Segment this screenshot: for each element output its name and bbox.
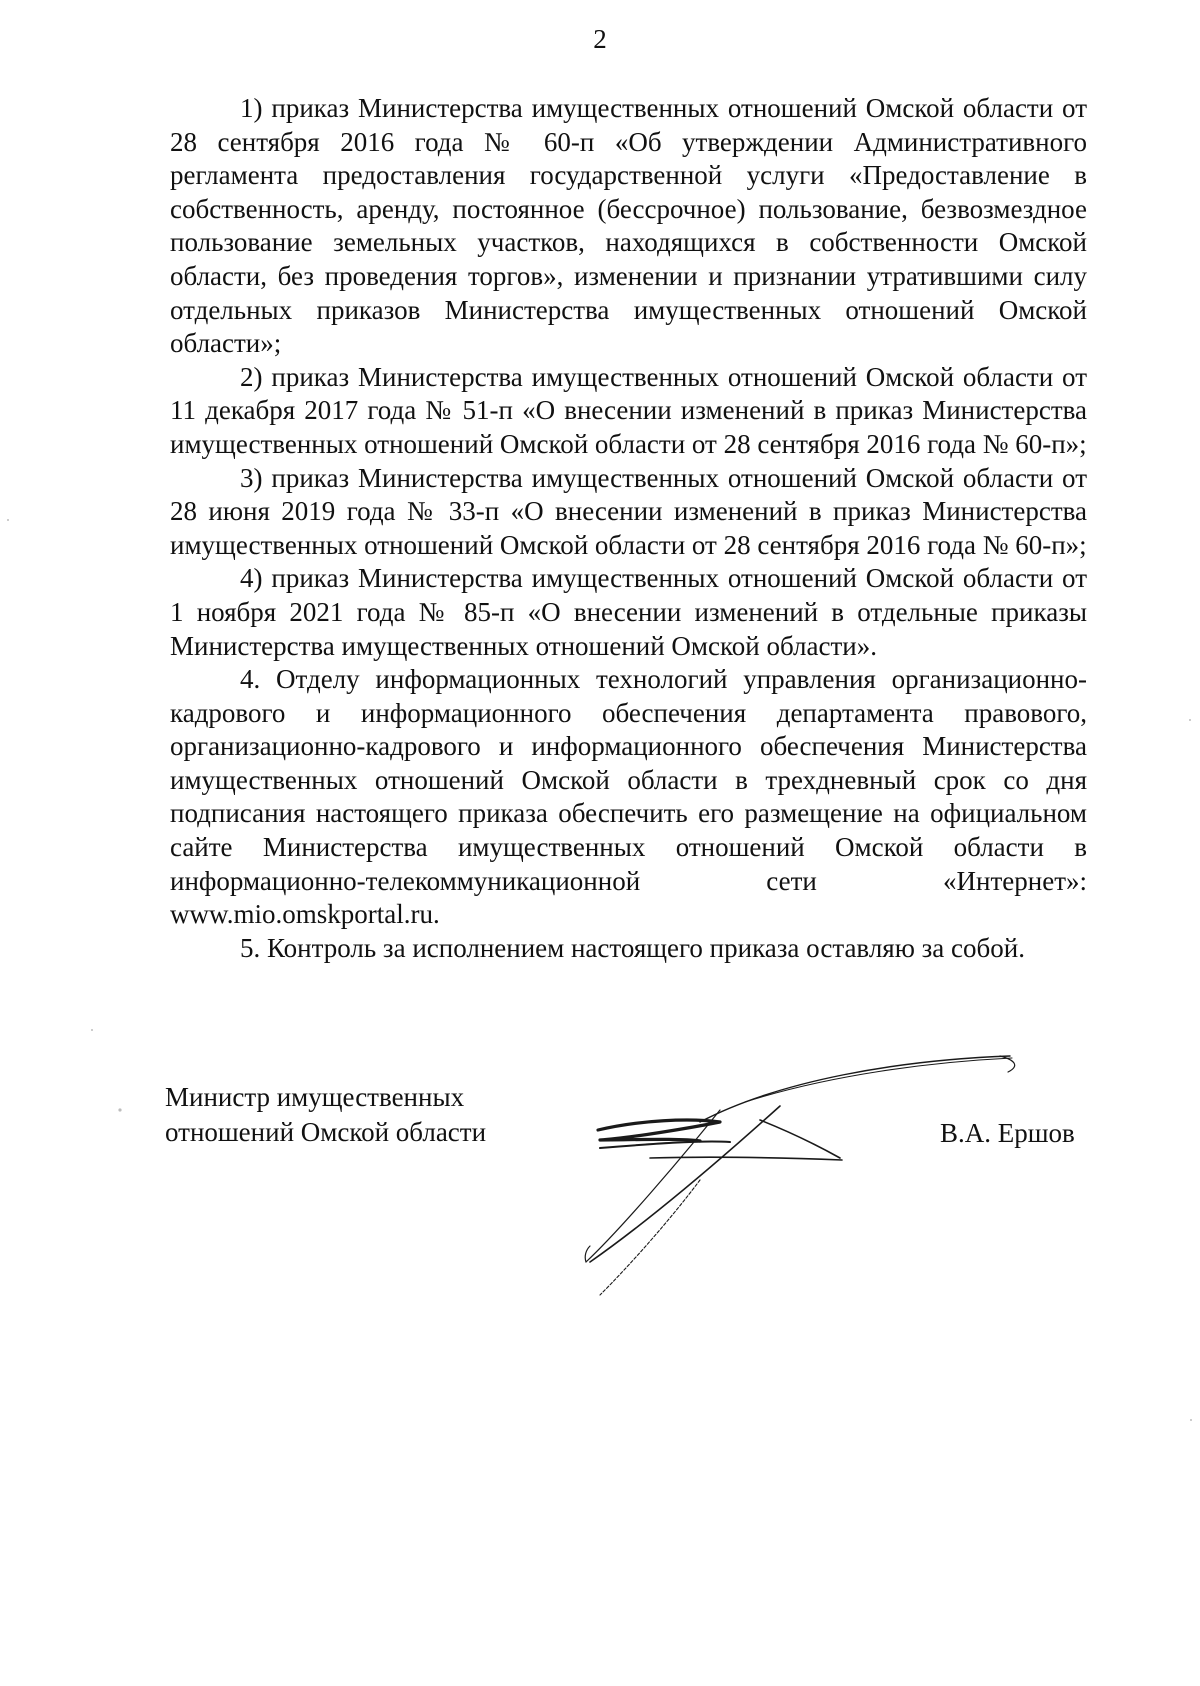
document-body: [170, 92, 1087, 965]
signatory-title: [165, 1080, 486, 1150]
signatory-title-line-2: отношений Омской области: [165, 1117, 487, 1147]
signatory-title-line-1: Министр имущественных: [165, 1082, 465, 1112]
paragraph-section-5: 5. Контроль за исполнением настоящего приказа оставляю за собой.: [240, 932, 1025, 963]
paragraph-item-1: 1) приказ Министерства имущественных отношений Омской области от 28 сентября 2016 года № 60-п «Об утверждении Административного регламента предоставления государственной услуги «Предоставление в собственность, аренду, постоянное (бессрочное) пользование, безвозмездное пользование земельных участков, находящихся в собственности Омской области, без проведения торгов», изменении и признании утратившими силу отдельных приказов Министерства имущественных отношений Омской области»;: [170, 93, 1087, 359]
paragraph-section-4: 4. Отделу информационных технологий управления организационно-кадрового и информационного обеспечения департамента правового, организационно-кадрового и информационного обеспечения Министерства имущественных отношений Омской области в трехдневный срок со дня подписания настоящего приказа обеспечить его размещение на официальном сайте Министерства имущественных отношений Омской области в информационно-телекоммуникационной сети «Интернет»: www.mio.omskportal.ru.: [170, 664, 1087, 930]
paragraph-item-4: 4) приказ Министерства имущественных отношений Омской области от 1 ноября 2021 года № 85-п «О внесении изменений в отдельные приказы Министерства имущественных отношений Омской области».: [170, 563, 1087, 661]
signatory-name: В.А. Ершов: [940, 1118, 1075, 1148]
paragraph-item-2: 2) приказ Министерства имущественных отношений Омской области от 11 декабря 2017 года № 51-п «О внесении изменений в приказ Министерства имущественных отношений Омской области от 28 сентября 2016 года № 60-п»;: [170, 361, 1087, 459]
page-number: 2: [593, 24, 607, 54]
paragraph-item-3: 3) приказ Министерства имущественных отношений Омской области от 28 июня 2019 года № 33-п «О внесении изменений в приказ Министерства имущественных отношений Омской области от 28 сентября 2016 года № 60-п»;: [170, 462, 1087, 560]
